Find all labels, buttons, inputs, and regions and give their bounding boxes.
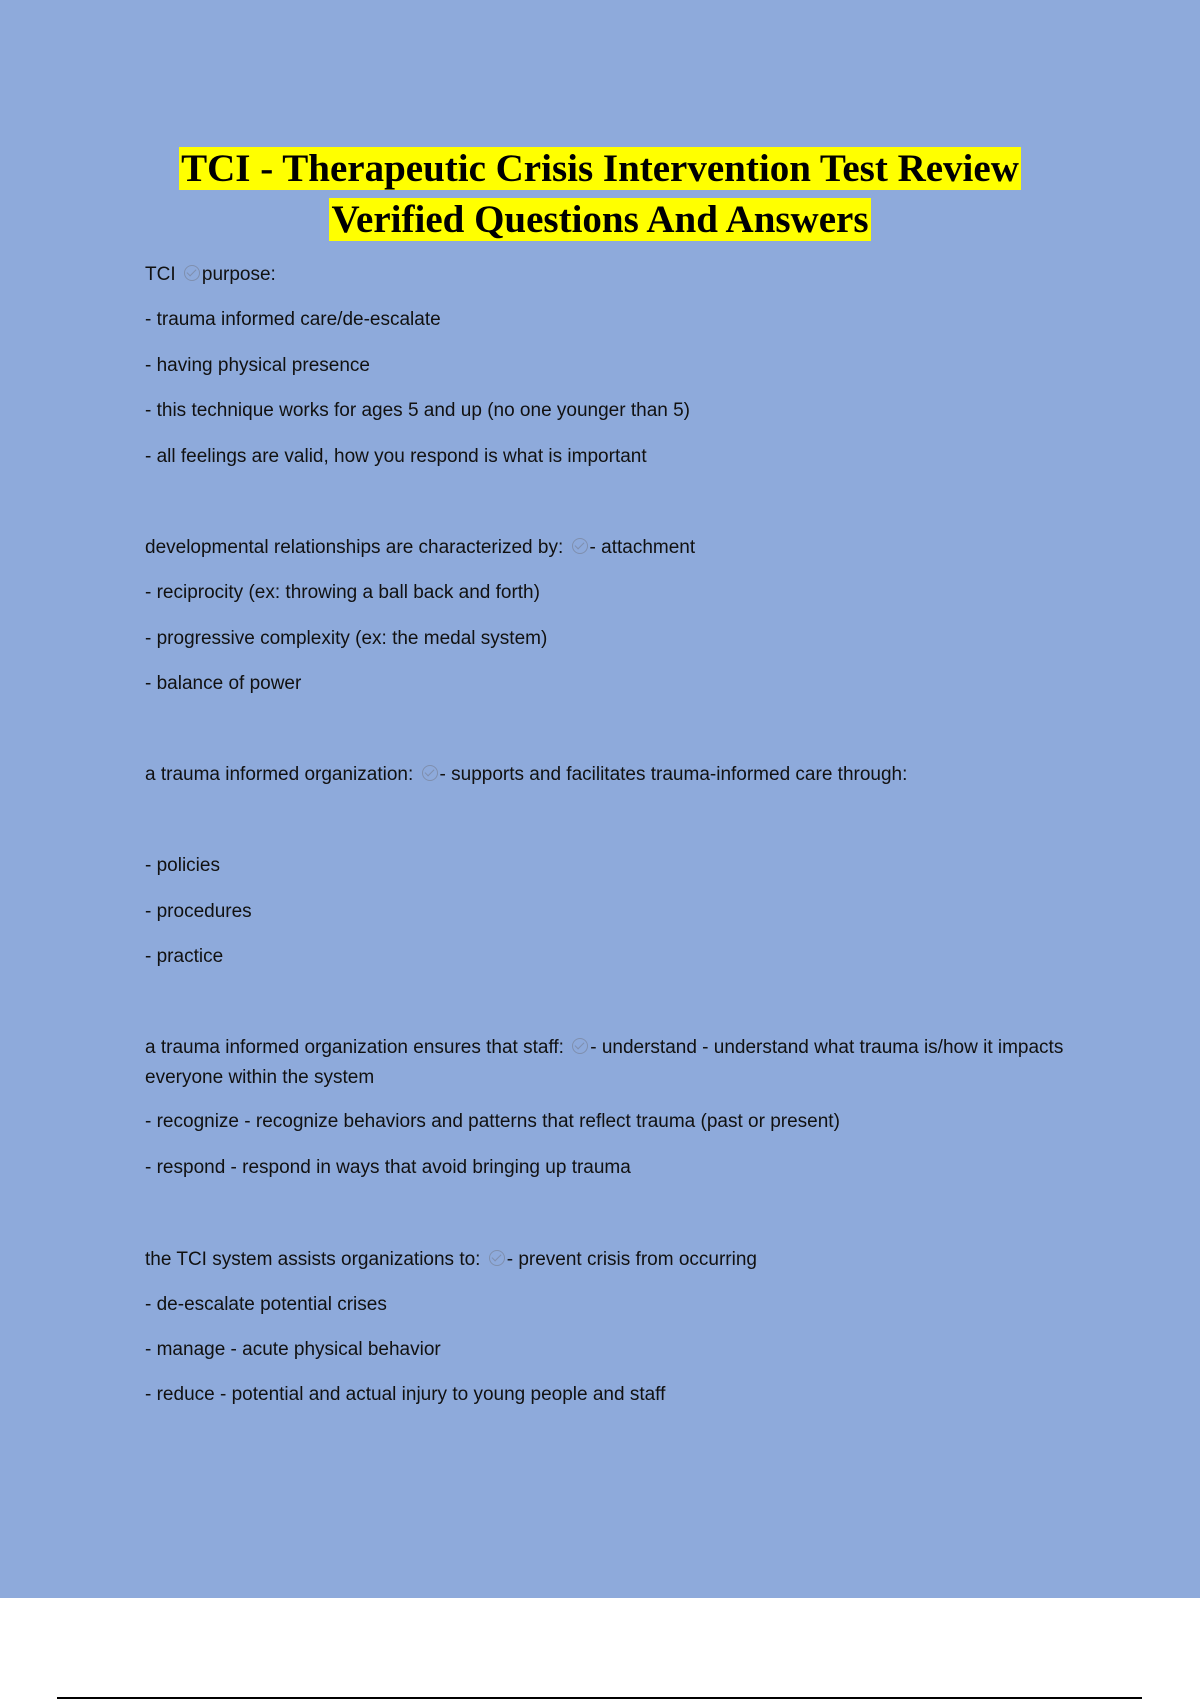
answer-line: - this technique works for ages 5 and up (no one younger than 5) xyxy=(145,400,691,421)
answer-line: - balance of power xyxy=(145,673,302,694)
question-text: a trauma informed organization ensures that staff: xyxy=(145,1037,564,1058)
answer-line: - trauma informed care/de-escalate xyxy=(145,309,441,330)
check-circle-icon xyxy=(489,1250,505,1266)
document-title xyxy=(100,143,1100,245)
answer-line: - recognize - recognize behaviors and patterns that reflect trauma (past or present) xyxy=(145,1111,840,1132)
answer-line: - practice xyxy=(145,946,224,967)
answer-line: - procedures xyxy=(145,901,252,922)
answer-line: - all feelings are valid, how you respond is what is important xyxy=(145,446,647,467)
answer-text: - understand - understand what trauma is/how it impacts everyone within the system xyxy=(145,1037,1064,1088)
qa-item-tci-purpose xyxy=(145,260,1075,290)
answer-line: - de-escalate potential crises xyxy=(145,1294,387,1315)
question-text: developmental relationships are characterized by: xyxy=(145,537,564,558)
answer-text: - prevent crisis from occurring xyxy=(506,1249,757,1270)
qa-item-developmental-relationships xyxy=(145,533,1075,563)
title-line-1: TCI - Therapeutic Crisis Intervention Test Review xyxy=(181,147,1019,190)
qa-item-trauma-informed-organization xyxy=(145,760,1075,790)
answer-line: - progressive complexity (ex: the medal system) xyxy=(145,628,548,649)
answer-line: - respond - respond in ways that avoid bringing up trauma xyxy=(145,1157,631,1178)
answer-text: - attachment xyxy=(589,537,696,558)
question-text: a trauma informed organization: xyxy=(145,764,414,785)
qa-item-organization-ensures-staff xyxy=(145,1033,1075,1093)
check-circle-icon xyxy=(184,265,200,281)
answer-line: - reduce - potential and actual injury to young people and staff xyxy=(145,1384,666,1405)
question-text: the TCI system assists organizations to: xyxy=(145,1249,481,1270)
answer-line: - reciprocity (ex: throwing a ball back and forth) xyxy=(145,582,540,603)
answer-text: - supports and facilitates trauma-informed care through: xyxy=(439,764,908,785)
qa-item-tci-system-assists xyxy=(145,1245,1075,1275)
check-circle-icon xyxy=(422,765,438,781)
answer-line: - policies xyxy=(145,855,220,876)
answer-line: - manage - acute physical behavior xyxy=(145,1339,441,1360)
check-circle-icon xyxy=(572,1038,588,1054)
footer-divider xyxy=(57,1697,1142,1699)
question-text: TCI xyxy=(145,264,176,285)
answer-text: purpose: xyxy=(201,264,276,285)
answer-line: - having physical presence xyxy=(145,355,370,376)
title-line-2: Verified Questions And Answers xyxy=(331,198,869,241)
check-circle-icon xyxy=(572,538,588,554)
